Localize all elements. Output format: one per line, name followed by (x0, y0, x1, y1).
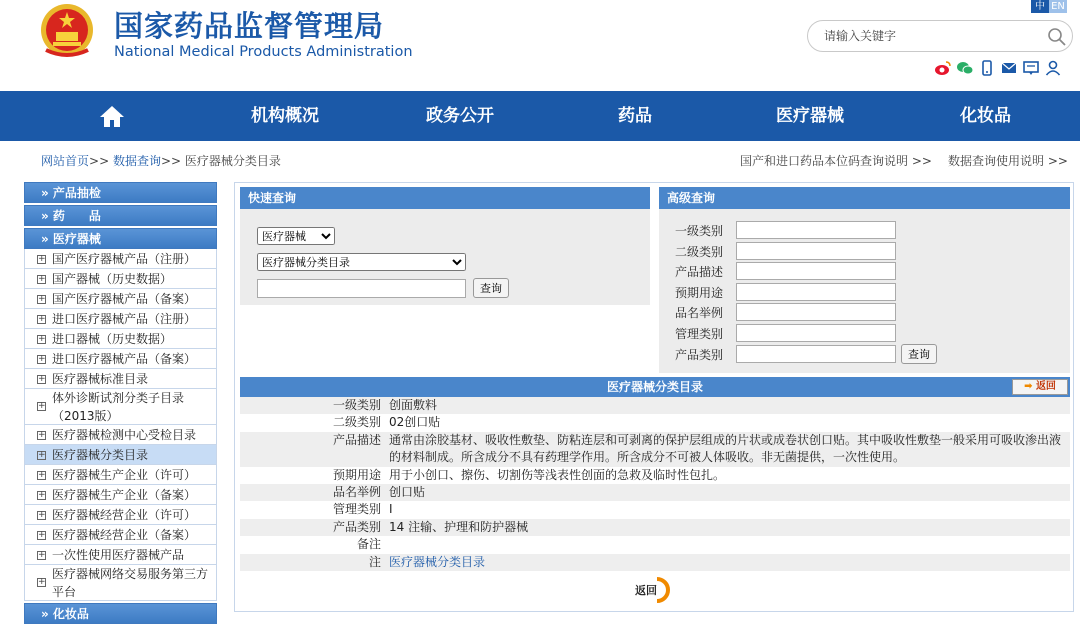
table-row: 品名举例 创口贴 (240, 484, 1070, 501)
sidebar-item[interactable]: + 医疗器械检测中心受检目录 (24, 425, 217, 445)
nav-item-public-affairs[interactable]: 政务公开 (426, 106, 494, 126)
advanced-search-title: 高级查询 (659, 187, 1070, 209)
sidebar-header-drugs[interactable]: » 药 品 (24, 205, 217, 226)
product-category-input[interactable] (736, 345, 896, 363)
nav-item-medical-devices[interactable]: 医疗器械 (776, 106, 844, 126)
sidebar-item[interactable]: + 国产医疗器械产品（备案） (24, 289, 217, 309)
sidebar-item[interactable]: + 进口器械（历史数据） (24, 329, 217, 349)
expand-icon: + (38, 490, 46, 500)
nav-item-drugs[interactable]: 药品 (618, 106, 652, 126)
main-panel (234, 182, 1074, 612)
adv-field-intended-use: 预期用途 (675, 283, 1055, 301)
lang-chinese[interactable]: 中 (1031, 0, 1049, 13)
catalog-select[interactable] (257, 253, 466, 271)
sidebar-item[interactable]: + 进口医疗器械产品（注册） (24, 309, 217, 329)
site-title[interactable]: 国家药品监督管理局 (114, 9, 385, 43)
sidebar-item[interactable]: + 医疗器械经营企业（备案） (24, 525, 217, 545)
table-row: 注 医疗器械分类目录 (240, 554, 1070, 571)
user-icon[interactable] (1044, 59, 1062, 77)
sidebar-item[interactable]: + 医疗器械生产企业（许可） (24, 465, 217, 485)
social-links (934, 59, 1062, 77)
arrow-right-icon: ➡ (1024, 381, 1033, 392)
adv-field-level2: 二级类别 (675, 242, 1055, 260)
table-row: 二级类别 02创口贴 (240, 414, 1070, 431)
message-icon[interactable] (1022, 59, 1040, 77)
expand-icon: + (38, 470, 46, 480)
back-button[interactable]: ➡ 返回 (1012, 379, 1068, 395)
search-box (807, 20, 1073, 52)
result-title-bar (240, 377, 1070, 397)
expand-icon: + (38, 430, 46, 440)
home-icon[interactable] (99, 104, 125, 128)
expand-icon: + (38, 294, 46, 304)
nav-item-cosmetics[interactable]: 化妆品 (960, 106, 1011, 126)
sidebar-item-active[interactable]: + 医疗器械分类目录 (24, 445, 217, 465)
breadcrumb-separator: >> (89, 154, 110, 168)
table-row: 一级类别 创面敷料 (240, 397, 1070, 414)
breadcrumb-current: 医疗器械分类目录 (184, 154, 281, 168)
lang-english[interactable]: EN (1049, 0, 1067, 13)
name-example-input[interactable] (736, 303, 896, 321)
result-section (240, 377, 1070, 571)
expand-icon: + (38, 334, 46, 344)
breadcrumb-home[interactable]: 网站首页 (41, 154, 90, 168)
description-input[interactable] (736, 262, 896, 280)
expand-icon: + (38, 274, 46, 284)
sidebar-item[interactable]: + 一次性使用医疗器械产品 (24, 545, 217, 565)
table-row: 产品描述 通常由涂胶基材、吸收性敷垫、防粘连层和可剥离的保护层组成的片状或成卷状创口贴。其中吸收性敷垫一般采用可吸收渗出液的材料制成。所含成分不具有药理学作用。所含成分不可被人体吸收。非无菌提供，一次性使用。 (240, 432, 1070, 467)
quick-search-panel (240, 187, 650, 305)
main-nav (0, 91, 1080, 141)
category-select[interactable] (257, 227, 335, 245)
management-class-input[interactable] (736, 324, 896, 342)
expand-icon: + (38, 354, 46, 364)
expand-icon: + (38, 314, 46, 324)
sidebar-header-cosmetics[interactable]: » 化妆品 (24, 603, 217, 624)
site-title-en[interactable]: National Medical Products Administration (114, 44, 413, 60)
mobile-icon[interactable] (978, 59, 996, 77)
table-row: 管理类别 Ⅰ (240, 501, 1070, 518)
level2-input[interactable] (736, 242, 896, 260)
expand-icon: + (38, 577, 46, 587)
catalog-link[interactable]: 医疗器械分类目录 (389, 554, 486, 569)
breadcrumb-separator: >> (160, 154, 182, 168)
national-emblem-icon[interactable] (38, 2, 96, 60)
level1-input[interactable] (736, 221, 896, 239)
intended-use-input[interactable] (736, 283, 896, 301)
expand-icon: + (38, 374, 46, 384)
detail-table (240, 397, 1070, 571)
adv-field-level1: 一级类别 (675, 221, 1055, 239)
expand-icon: + (38, 254, 46, 264)
nav-item-about[interactable]: 机构概况 (251, 106, 319, 126)
search-input[interactable] (824, 27, 1034, 45)
sidebar-item[interactable]: + 医疗器械经营企业（许可） (24, 505, 217, 525)
sidebar (24, 182, 217, 621)
sidebar-item[interactable]: + 医疗器械生产企业（备案） (24, 485, 217, 505)
search-icon[interactable] (1046, 26, 1068, 48)
adv-field-product-category: 产品类别 查询 (675, 345, 1055, 363)
drug-code-help-link[interactable]: 国产和进口药品本位码查询说明 >> (740, 154, 932, 168)
quick-search-title: 快速查询 (240, 187, 650, 209)
quick-search-input[interactable] (257, 279, 466, 298)
quick-search-button[interactable]: 查询 (473, 278, 509, 298)
sidebar-item[interactable]: + 国产器械（历史数据） (24, 269, 217, 289)
query-help-link[interactable]: 数据查询使用说明 >> (948, 154, 1068, 168)
breadcrumb-data-query[interactable]: 数据查询 (112, 154, 161, 168)
sidebar-item[interactable]: + 国产医疗器械产品（注册） (24, 249, 217, 269)
advanced-search-button[interactable]: 查询 (901, 344, 937, 364)
mail-icon[interactable] (1000, 59, 1018, 77)
sidebar-item[interactable]: + 体外诊断试剂分类子目录（2013版） (24, 389, 217, 425)
sidebar-item[interactable]: + 进口医疗器械产品（备案） (24, 349, 217, 369)
wechat-icon[interactable] (956, 59, 974, 77)
expand-icon: + (38, 550, 46, 560)
adv-field-name-example: 品名举例 (675, 303, 1055, 321)
site-header (0, 0, 1080, 90)
expand-icon: + (38, 401, 46, 411)
sidebar-item[interactable]: + 医疗器械标准目录 (24, 369, 217, 389)
bottom-back-button[interactable]: 返回 (633, 577, 673, 603)
expand-icon: + (38, 510, 46, 520)
breadcrumb (41, 152, 281, 169)
expand-icon: + (38, 530, 46, 540)
table-row: 产品类别 14 注输、护理和防护器械 (240, 519, 1070, 536)
expand-icon: + (38, 450, 46, 460)
sidebar-header-sampling[interactable]: » 产品抽检 (24, 182, 217, 203)
adv-field-description: 产品描述 (675, 262, 1055, 280)
sidebar-item[interactable]: + 医疗器械网络交易服务第三方平台 (24, 565, 217, 601)
advanced-search-panel (659, 187, 1070, 373)
language-switch (1031, 0, 1067, 13)
adv-field-management-class: 管理类别 (675, 324, 1055, 342)
table-row: 预期用途 用于小创口、擦伤、切割伤等浅表性创面的急救及临时性包扎。 (240, 467, 1070, 484)
weibo-icon[interactable] (934, 59, 952, 77)
result-title: 医疗器械分类目录 (606, 380, 703, 394)
table-row: 备注 (240, 536, 1070, 553)
sidebar-header-devices[interactable]: » 医疗器械 (24, 228, 217, 249)
